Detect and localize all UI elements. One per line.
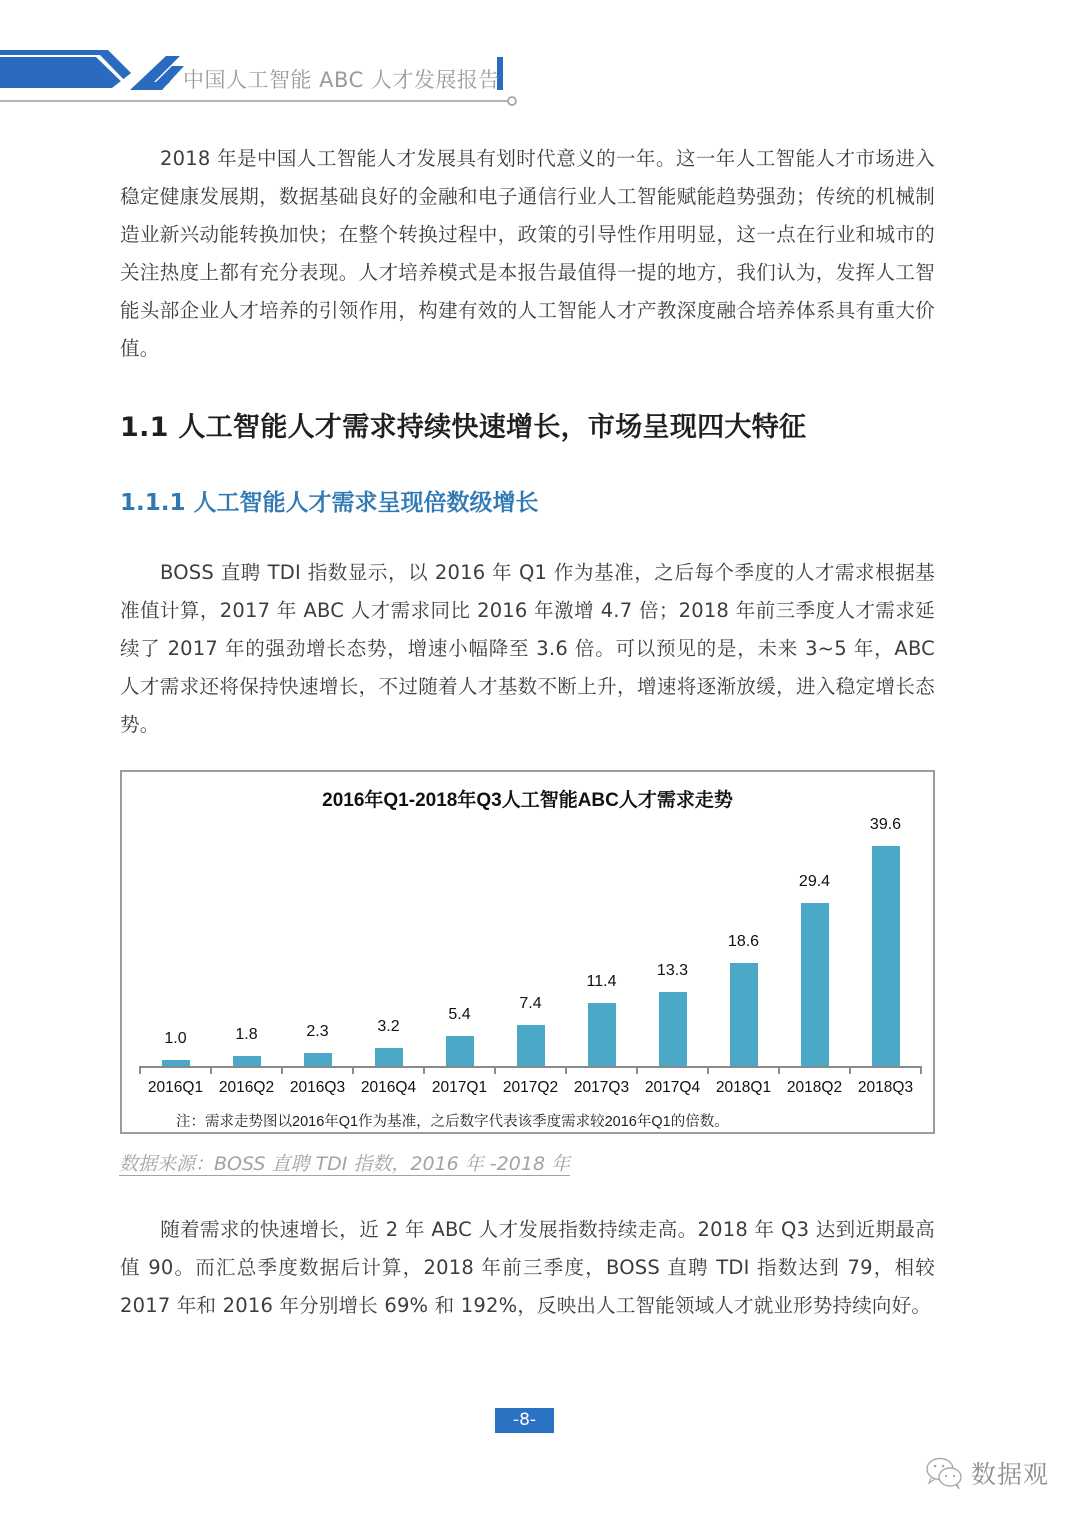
bar-value-label: 1.0 [164, 1030, 187, 1048]
x-axis-tick [281, 1066, 283, 1074]
bar-value-label: 5.4 [448, 1006, 471, 1023]
bar-2016Q3 [304, 1053, 332, 1066]
intro-text: 2018 年是中国人工智能人才发展具有划时代意义的一年。这一年人工智能人才市场进入稳定健康发展期，数据基础良好的金融和电子通信行业人工智能赋能趋势强劲；传统的机械制造业新兴动能转换加快；在整个转换过程中，政策的引导性作用明显，这一点在行业和城市的关注热度上都有充分表现。人才培养模式是本报告最值得一提的地方，我们认为，发挥人工智能头部企业人才培养的引领作用，构建有效的人工智能人才产教深度融合培养体系具有重大价值。 [120, 147, 935, 360]
x-axis-tick [778, 1066, 780, 1074]
bar-value-label: 29.4 [798, 872, 831, 890]
x-axis-tick [849, 1066, 851, 1074]
bar-2017Q1 [446, 1036, 474, 1066]
bar-value-label: 1.8 [235, 1026, 258, 1043]
page-number: -8- [495, 1408, 554, 1433]
body-paragraph-2 [120, 1211, 935, 1325]
x-axis-tick [565, 1066, 567, 1074]
bar-value-label: 11.4 [586, 972, 617, 990]
bar-2018Q1 [730, 963, 758, 1066]
chart-note: 注：需求走势图以2016年Q1作为基准，之后数字代表该季度需求较2016年Q1的倍数。 [176, 1114, 729, 1130]
bar-value-label: 39.6 [869, 816, 902, 833]
category-label: 2016Q3 [289, 1079, 346, 1096]
bar-chart [120, 770, 935, 1134]
watermark [925, 1455, 1049, 1491]
body-text-2: 随着需求的快速增长，近 2 年 ABC 人才发展指数持续走高。2018 年 Q3 达到近期最高值 90。而汇总季度数据后计算，2018 年前三季度，BOSS 直聘 TDI 指数达到 79，相较 2017 年和 2016 年分别增长 69% 和 192%，反映出人工智能领域人才就业形势持续向好。 [120, 1218, 935, 1317]
category-label: 2016Q1 [147, 1079, 204, 1096]
category-label: 2018Q2 [786, 1079, 843, 1096]
category-label: 2017Q1 [431, 1079, 488, 1096]
bar-2018Q3 [872, 846, 900, 1066]
section-heading: 1.1 人工智能人才需求持续快速增长，市场呈现四大特征 [120, 412, 807, 443]
bar-value-label: 18.6 [727, 932, 760, 950]
bar-value-label: 13.3 [656, 962, 689, 980]
category-label: 2016Q2 [218, 1079, 275, 1096]
x-axis-tick [352, 1066, 354, 1074]
bar-value-label: 2.3 [306, 1023, 329, 1041]
watermark-text: 数据观 [971, 1460, 1050, 1489]
body-paragraph-1 [120, 554, 935, 744]
category-label: 2018Q1 [715, 1079, 772, 1096]
bar-2017Q2 [517, 1025, 545, 1066]
bar-2016Q1 [162, 1060, 190, 1066]
bar-value-label: 7.4 [519, 994, 542, 1012]
bar-2017Q4 [659, 992, 687, 1066]
x-axis-tick [494, 1066, 496, 1074]
category-label: 2017Q2 [502, 1079, 559, 1096]
subsection-heading: 1.1.1 人工智能人才需求呈现倍数级增长 [120, 490, 539, 516]
page-header [0, 0, 1080, 120]
report-title: 中国人工智能 ABC 人才发展报告 [183, 68, 500, 92]
intro-paragraph [120, 140, 935, 368]
x-axis-tick [139, 1066, 141, 1074]
wechat-icon [925, 1456, 965, 1490]
x-axis-tick [423, 1066, 425, 1074]
x-axis-tick [210, 1066, 212, 1074]
x-axis-tick [636, 1066, 638, 1074]
chart-title: 2016年Q1-2018年Q3人工智能ABC人才需求走势 [322, 790, 733, 811]
category-label: 2017Q4 [644, 1079, 701, 1096]
body-text-1: BOSS 直聘 TDI 指数显示，以 2016 年 Q1 作为基准，之后每个季度的人才需求根据基准值计算，2017 年 ABC 人才需求同比 2016 年激增 4.7 倍；2018 年前三季度人才需求延续了 2017 年的强劲增长态势，增速小幅降至 3.6 倍。可以预见的是，未来 3~5 年，ABC 人才需求还将保持快速增长，不过随着人才基数不断上升，增速将逐渐放缓，进入稳定增长态势。 [120, 561, 935, 736]
bar-2018Q2 [801, 903, 829, 1066]
x-axis-tick [920, 1066, 922, 1074]
x-axis [140, 1066, 921, 1068]
category-label: 2018Q3 [857, 1079, 914, 1096]
category-label: 2017Q3 [573, 1079, 630, 1096]
bar-2017Q3 [588, 1003, 616, 1066]
bar-2016Q4 [375, 1048, 403, 1066]
data-source: 数据来源：BOSS 直聘 TDI 指数，2016 年 -2018 年 [119, 1153, 571, 1175]
bar-value-label: 3.2 [377, 1018, 400, 1036]
bar-2016Q2 [233, 1056, 261, 1066]
category-label: 2016Q4 [360, 1079, 417, 1096]
x-axis-tick [707, 1066, 709, 1074]
